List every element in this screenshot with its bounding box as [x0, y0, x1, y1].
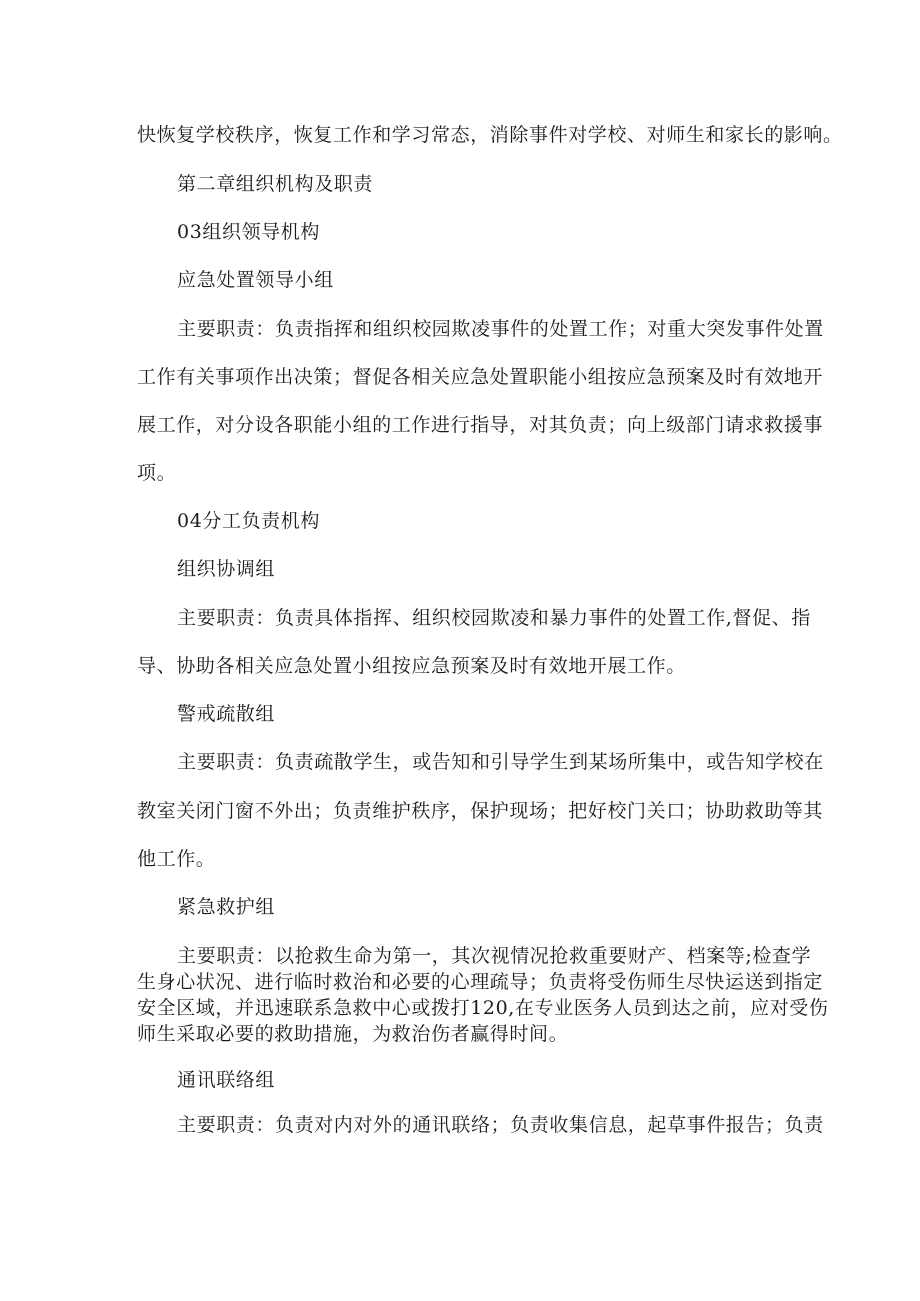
paragraph-line: 导、协助各相关应急处置小组按应急预案及时有效地开展工作。: [137, 655, 686, 677]
paragraph-line: 教室关闭门窗不外出；负责维护秩序，保护现场；把好校门关口；协助救助等其: [137, 800, 824, 822]
paragraph-line: 主要职责：负责指挥和组织校园欺凌事件的处置工作；对重大突发事件处置: [177, 318, 824, 340]
paragraph-line: 他工作。: [137, 848, 216, 870]
group-heading: 通讯联络组: [177, 1069, 276, 1091]
paragraph-line: 主要职责：负责疏散学生，或告知和引导学生到某场所集中，或告知学校在: [177, 751, 824, 773]
paragraph-line: 安全区域，并迅速联系急救中心或拨打120,在专业医务人员到达之前，应对受伤: [137, 997, 829, 1019]
paragraph-line: 主要职责：负责具体指挥、组织校园欺凌和暴力事件的处置工作,督促、指: [177, 607, 811, 629]
group-heading: 组织协调组: [177, 558, 276, 580]
paragraph-line: 项。: [137, 462, 177, 484]
section-heading: 03组织领导机构: [177, 221, 320, 243]
section-heading: 04分工负责机构: [177, 510, 320, 532]
paragraph-continuation: 快恢复学校秩序，恢复工作和学习常态，消除事件对学校、对师生和家长的影响。: [137, 124, 843, 146]
group-heading: 警戒疏散组: [177, 703, 276, 725]
paragraph-line: 师生采取必要的救助措施，为救治伤者赢得时间。: [137, 1023, 569, 1045]
chapter-heading: 第二章组织机构及职责: [177, 173, 374, 195]
paragraph-line: 展工作，对分设各职能小组的工作进行指导，对其负责；向上级部门请求救援事: [137, 414, 824, 436]
paragraph-line: 主要职责：以抢救生命为第一，其次视情况抢救重要财产、档案等;检查学: [177, 945, 812, 967]
paragraph-line: 工作有关事项作出决策；督促各相关应急处置职能小组按应急预案及时有效地开: [137, 366, 824, 388]
group-heading: 紧急救护组: [177, 896, 276, 918]
group-heading: 应急处置领导小组: [177, 269, 334, 291]
paragraph-line: 主要职责：负责对内对外的通讯联络；负责收集信息，起草事件报告；负责: [177, 1114, 824, 1136]
paragraph-line: 生身心状况、进行临时救治和必要的心理疏导；负责将受伤师生尽快运送到指定: [137, 971, 824, 993]
